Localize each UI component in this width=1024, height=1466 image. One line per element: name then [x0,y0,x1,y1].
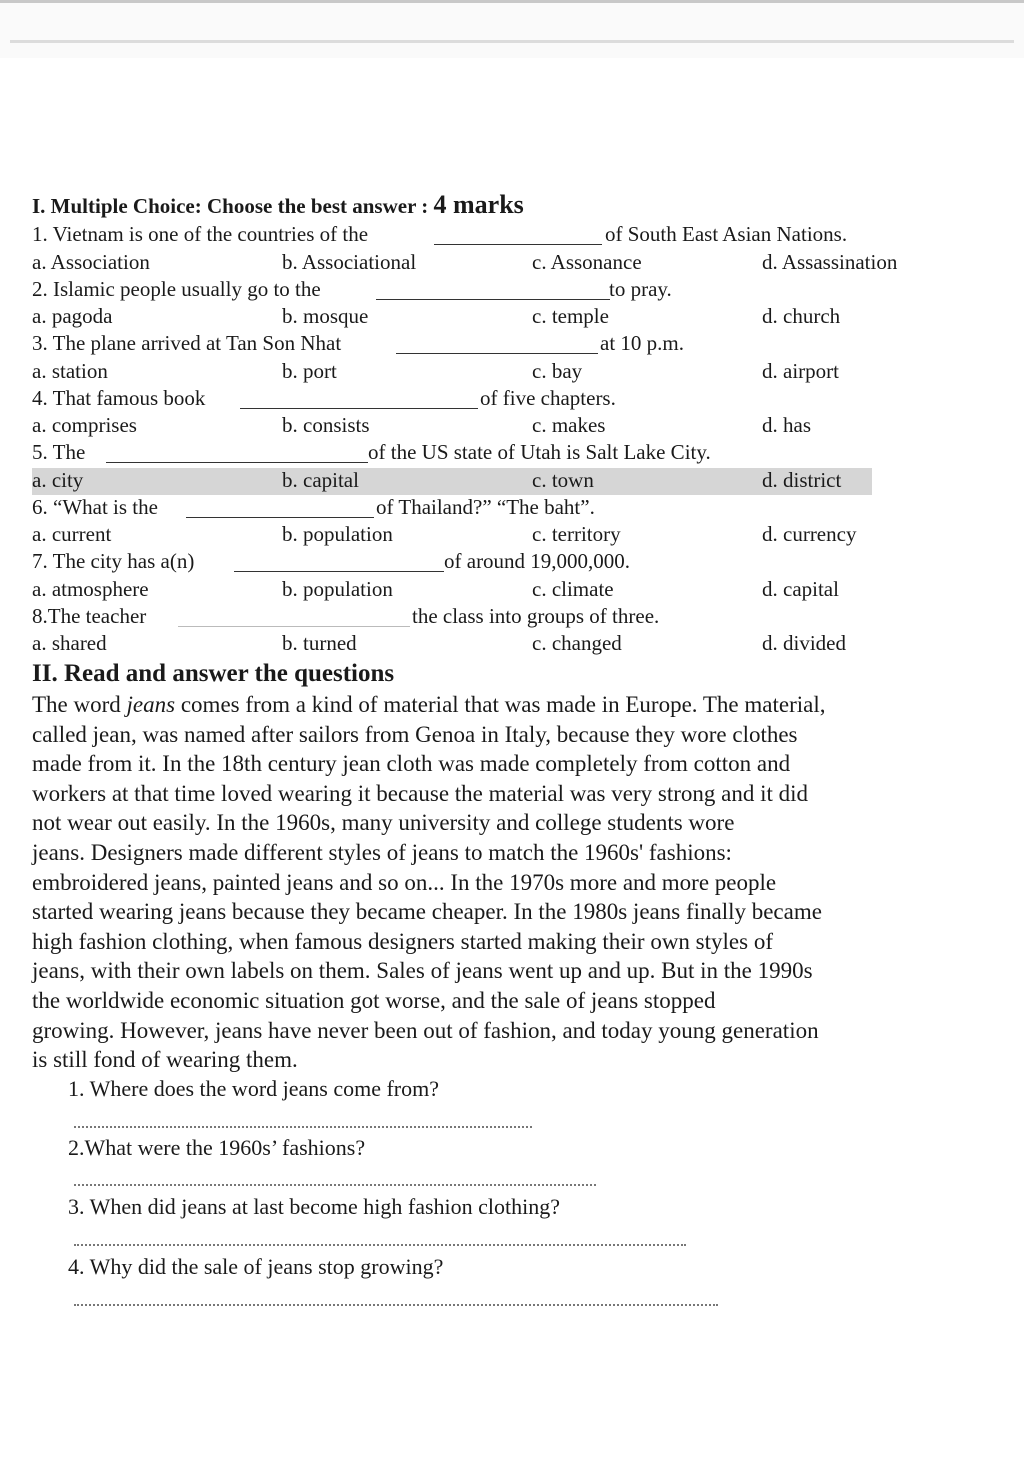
option-c[interactable]: c. territory [532,522,621,546]
question-tail: of Thailand?” “The baht”. [376,495,595,519]
option-c[interactable]: c. bay [532,359,583,383]
question-tail: of South East Asian Nations. [605,222,848,246]
question-tail: to pray. [609,277,672,301]
answer-blank[interactable] [106,446,368,463]
option-a[interactable]: a. current [32,522,112,546]
option-a[interactable]: a. station [32,359,108,383]
passage-line: the worldwide economic situation got worse, and the sale of jeans stopped [32,987,716,1013]
option-d[interactable]: d. district [762,468,842,492]
option-a[interactable]: a. atmosphere [32,577,149,601]
section1-heading-text: I. Multiple Choice: Choose the best answer : [32,194,429,218]
passage-text: comes from a kind of material that was made in Europe. The material, [180,692,826,717]
question-stem: 1. Vietnam is one of the countries of the [32,222,369,246]
option-b[interactable]: b. mosque [282,304,369,328]
answer-line-1[interactable] [74,1124,532,1128]
passage-line: is still fond of wearing them. [32,1047,298,1073]
option-b[interactable]: b. Associational [282,250,417,274]
option-b[interactable]: b. turned [282,631,357,655]
option-d[interactable]: d. church [762,304,841,328]
option-b[interactable]: b. consists [282,413,370,437]
passage-line [32,690,932,720]
reading-question-2: 2.What were the 1960s’ fashions? [68,1135,366,1160]
passage-line: started wearing jeans because they became cheaper. In the 1980s jeans finally became [32,899,822,925]
question-tail: at 10 p.m. [600,331,684,355]
answer-line-3[interactable] [74,1242,686,1246]
option-c[interactable]: c. Assonance [532,250,642,274]
reading-question-3: 3. When did jeans at last become high fashion clothing? [68,1194,561,1219]
option-d[interactable]: d. airport [762,359,839,383]
question-stem: 5. The [32,440,86,464]
answer-blank[interactable] [186,501,374,518]
passage-line: workers at that time loved wearing it because the material was very strong and it did [32,780,809,806]
question-tail: of five chapters. [480,386,616,410]
question-tail: of the US state of Utah is Salt Lake City. [368,440,711,464]
passage-line: not wear out easily. In the 1960s, many university and college students wore [32,810,735,836]
option-b[interactable]: b. population [282,522,393,546]
reading-passage [32,690,932,1075]
options-5 [32,468,872,495]
options-7 [32,577,872,604]
question-stem: 2. Islamic people usually go to the [32,277,321,301]
section1-marks: 4 marks [433,190,524,219]
option-d[interactable]: d. currency [762,522,857,546]
answer-blank[interactable] [178,610,410,627]
passage-line: jeans. Designers made different styles of jeans to match the 1960s' fashions: [32,839,732,865]
option-c[interactable]: c. temple [532,304,609,328]
answer-blank[interactable] [396,337,598,354]
passage-line: embroidered jeans, painted jeans and so on... In the 1970s more and more people [32,869,777,895]
passage-start: The word [32,692,121,717]
options-6 [32,522,872,549]
passage-line: high fashion clothing, when famous designers started making their own styles of [32,928,773,954]
passage-line: made from it. In the 18th century jean cloth was made completely from cotton and [32,751,791,777]
answer-blank[interactable] [376,283,610,300]
option-c[interactable]: c. town [532,468,594,492]
answer-line-2[interactable] [74,1182,596,1186]
answer-blank[interactable] [240,392,478,409]
reading-question-4: 4. Why did the sale of jeans stop growing? [68,1254,444,1279]
option-a[interactable]: a. city [32,468,84,492]
option-c[interactable]: c. makes [532,413,606,437]
option-d[interactable]: d. divided [762,631,846,655]
options-4 [32,413,872,440]
option-d[interactable]: d. Assassination [762,250,898,274]
top-divider [10,40,1014,43]
top-border [0,0,1024,3]
option-d[interactable]: d. capital [762,577,839,601]
question-stem: 7. The city has a(n) [32,549,195,573]
answer-blank[interactable] [434,228,602,245]
option-b[interactable]: b. port [282,359,337,383]
question-tail: of around 19,000,000. [444,549,631,573]
options-8 [32,631,872,658]
question-stem: 6. “What is the [32,495,158,519]
answer-blank[interactable] [234,555,444,572]
option-a[interactable]: a. comprises [32,413,137,437]
screen-top-band [0,0,1024,58]
passage-line: called jean, was named after sailors from Genoa in Italy, because they wore clothes [32,721,798,747]
option-a[interactable]: a. Association [32,250,150,274]
option-b[interactable]: b. population [282,577,393,601]
option-a[interactable]: a. pagoda [32,304,113,328]
option-d[interactable]: d. has [762,413,811,437]
passage-italic-word: jeans [126,692,176,717]
option-c[interactable]: c. changed [532,631,622,655]
question-stem: 3. The plane arrived at Tan Son Nhat [32,331,342,355]
answer-line-4[interactable] [74,1302,718,1306]
section1-heading [32,190,524,220]
option-a[interactable]: a. shared [32,631,107,655]
option-b[interactable]: b. capital [282,468,359,492]
passage-line: jeans, with their own labels on them. Sales of jeans went up and up. But in the 1990s [32,958,813,984]
question-tail: the class into groups of three. [412,604,660,628]
passage-line: growing. However, jeans have never been out of fashion, and today young generation [32,1017,819,1043]
option-c[interactable]: c. climate [532,577,614,601]
options-1 [32,250,898,277]
reading-question-1: 1. Where does the word jeans come from? [68,1076,440,1101]
question-stem: 4. That famous book [32,386,206,410]
section2-heading: II. Read and answer the questions [32,660,395,687]
question-stem: 8.The teacher [32,604,147,628]
options-2 [32,304,872,331]
options-3 [32,359,872,386]
